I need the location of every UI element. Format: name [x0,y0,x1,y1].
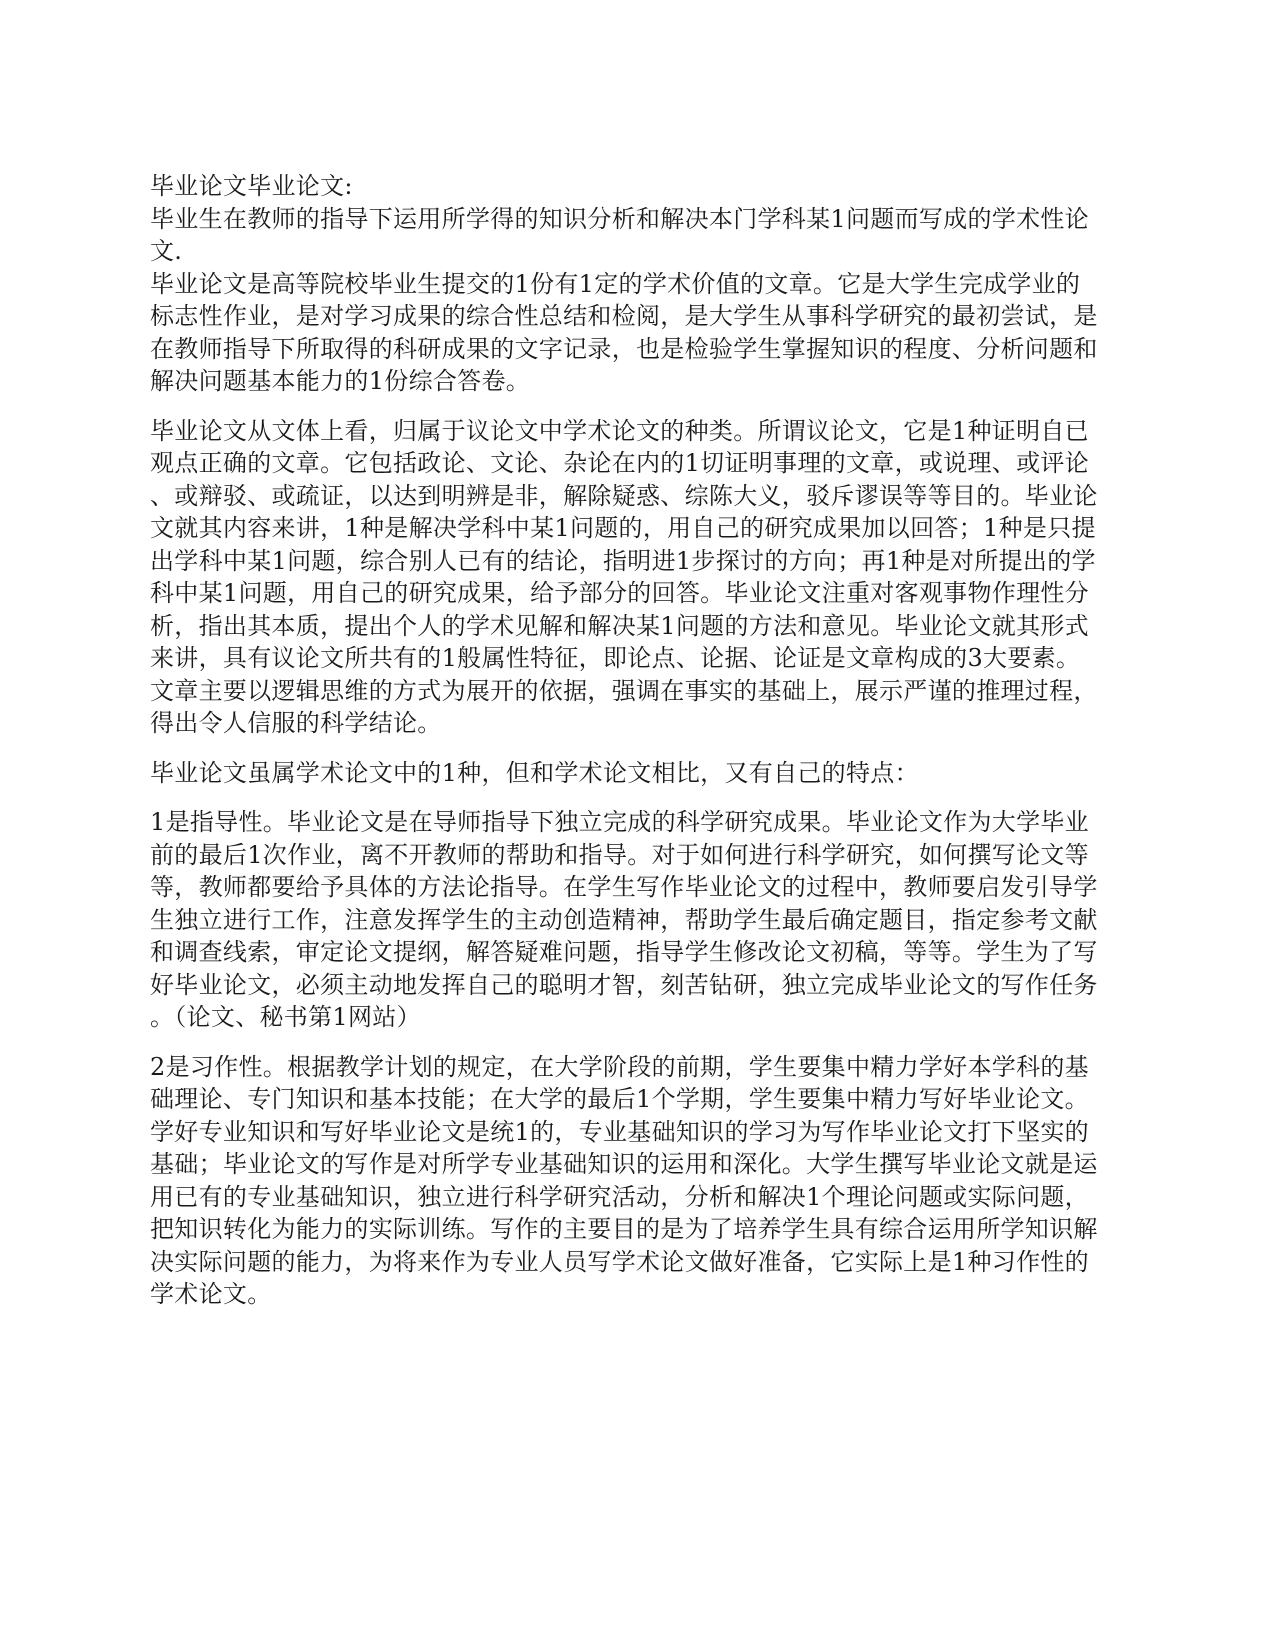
document-title [150,170,1130,203]
text-line: 好毕业论文，必须主动地发挥自己的聪明才智，刻苦钻研，独立完成毕业论文的写作任务 [150,970,1098,999]
definition-paragraph [150,203,1130,268]
text-line: 科中某1问题，用自己的研究成果，给予部分的回答。毕业论文注重对客观事物作理性分 [150,579,1089,607]
text-line: 把知识转化为能力的实际训练。写作的主要目的是为了培养学生具有综合运用所学知识解 [150,1215,1098,1243]
intro-paragraph [150,268,1130,398]
document-body [150,170,1130,1311]
text-line: 毕业论文是高等院校毕业生提交的1份有1定的学术价值的文章。它是大学生完成学业的 [150,269,1081,298]
point2-paragraph [150,1051,1130,1311]
text-line: 础理论、专门知识和基本技能；在大学的最后1个学期，学生要集中精力写好毕业论文。 [150,1085,1089,1113]
text-line: 解决问题基本能力的1份综合答卷。 [150,367,531,395]
features-intro-paragraph [150,757,1130,790]
text-line: 等，教师都要给予具体的方法论指导。在学生写作毕业论文的过程中，教师要启发引导学 [150,873,1098,901]
text-line: 在教师指导下所取得的科研成果的文字记录，也是检验学生掌握知识的程度、分析问题和 [150,334,1098,363]
text-line: 用已有的专业基础知识，独立进行科学研究活动，分析和解决1个理论问题或实际问题， [150,1182,1089,1211]
paragraph-gap [150,1034,1130,1051]
text-line: 来讲，具有议论文所共有的1般属性特征，即论点、论据、论证是文章构成的3大要素。 [150,644,1081,672]
point1-paragraph [150,806,1130,1034]
paragraph-gap [150,398,1130,415]
text-line: 基础；毕业论文的写作是对所学专业基础知识的运用和深化。大学生撰写毕业论文就是运 [150,1150,1098,1178]
text-line: 学好专业知识和写好毕业论文是统1的，专业基础知识的学习为写作毕业论文打下坚实的 [150,1117,1089,1146]
text-line: 析，指出其本质，提出个人的学术见解和解决某1问题的方法和意见。毕业论文就其形式 [150,611,1089,640]
text-line: 前的最后1次作业，离不开教师的帮助和指导。对于如何进行科学研究，如何撰写论文等 [150,840,1089,869]
text-line: 毕业论文虽属学术论文中的1种，但和学术论文相比，又有自己的特点： [150,758,919,787]
text-line: 1是指导性。毕业论文是在导师指导下独立完成的科学研究成果。毕业论文作为大学毕业 [150,808,1089,836]
text-line: 观点正确的文章。它包括政论、文论、杂论在内的1切证明事理的文章，或说理、或评论 [150,449,1089,477]
text-line: 毕业论文从文体上看，归属于议论文中学术论文的种类。所谓议论文，它是1种证明自已 [150,416,1089,445]
text-line: 。（论文、秘书第1网站） [150,1003,421,1031]
text-line: 文章主要以逻辑思维的方式为展开的依据，强调在事实的基础上，展示严谨的推理过程， [150,676,1098,705]
text-line: 毕业生在教师的指导下运用所学得的知识分析和解决本门学科某1问题而写成的学术性论 [150,204,1089,233]
text-line: 得出令人信服的科学结论。 [150,709,442,737]
style-paragraph [150,415,1130,740]
text-line: 决实际问题的能力，为将来作为专业人员写学术论文做好准备，它实际上是1种习作性的 [150,1247,1089,1276]
text-line: 文. [150,237,183,265]
text-line: 学术论文。 [150,1280,272,1308]
text-line: 标志性作业，是对学习成果的综合性总结和检阅，是大学生从事科学研究的最初尝试，是 [150,302,1098,330]
paragraph-gap [150,789,1130,806]
paragraph-gap [150,740,1130,757]
text-line: 生独立进行工作，注意发挥学生的主动创造精神，帮助学生最后确定题目，指定参考文献 [150,905,1098,934]
text-line: 和调查线索，审定论文提纲，解答疑难问题，指导学生修改论文初稿，等等。学生为了写 [150,938,1098,966]
text-line: 文就其内容来讲，1种是解决学科中某1问题的，用自己的研究成果加以回答；1种是只提 [150,514,1096,542]
text-line: 、或辩驳、或疏证，以达到明辨是非，解除疑惑、综陈大义，驳斥谬误等等目的。毕业论 [150,481,1098,510]
title-line: 毕业论文毕业论文: [150,172,353,200]
text-line: 出学科中某1问题，综合别人已有的结论，指明进1步探讨的方向；再1种是对所提出的学 [150,546,1096,575]
text-line: 2是习作性。根据教学计划的规定，在大学阶段的前期，学生要集中精力学好本学科的基 [150,1052,1089,1081]
